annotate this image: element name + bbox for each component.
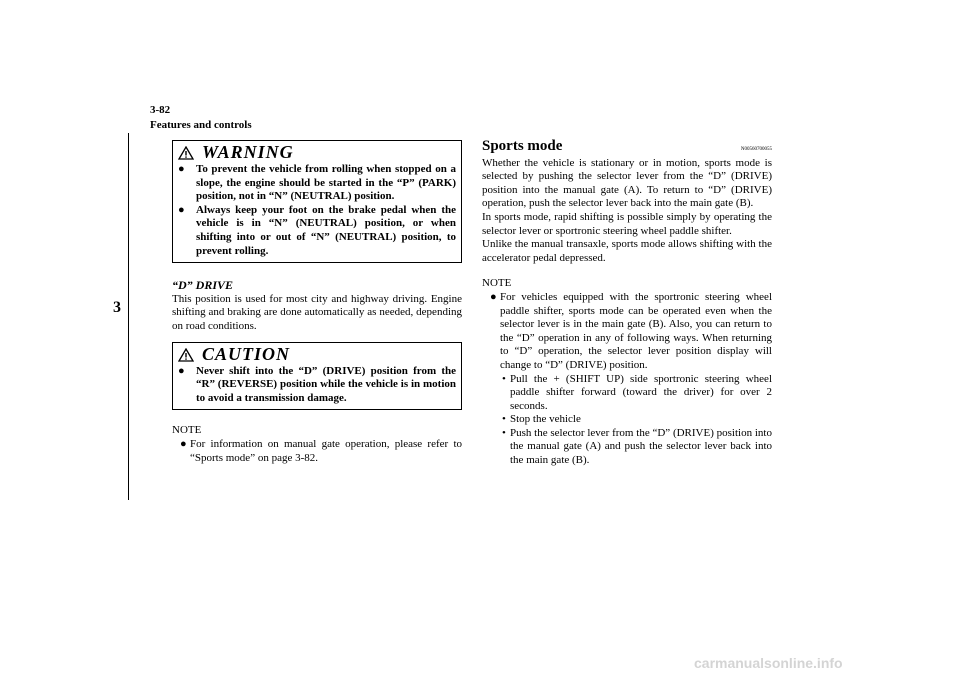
watermark: carmanualsonline.info	[694, 655, 843, 671]
note-label: NOTE	[172, 424, 202, 437]
section-code: N00560700055	[740, 147, 772, 152]
caution-title: CAUTION	[202, 343, 291, 364]
note-item-text: For vehicles equipped with the sportronic steering wheel paddle shifter, sports mode can be operated even when the selector lever is in the main gate (B). Also, you can return to the “D” operation in any of following ways. When returning to “D” operation, the selector lever position display will change to “D” (DRIVE) position.	[500, 290, 772, 371]
list-item	[502, 373, 772, 414]
bullet-icon: ●	[178, 364, 185, 377]
warning-box	[172, 140, 462, 263]
list-item	[502, 427, 772, 468]
sports-mode-heading	[482, 140, 772, 157]
drive-heading: “D” DRIVE	[172, 278, 234, 293]
drive-body: This position is used for most city and highway driving. Engine shifting and braking are done automatically as needed, depending on road conditions.	[172, 292, 462, 332]
list-item	[502, 413, 772, 427]
caution-triangle-icon	[178, 348, 194, 362]
caution-item	[178, 365, 456, 406]
note-right	[482, 277, 772, 467]
dot-icon: •	[502, 426, 506, 439]
list-item-text: Stop the vehicle	[510, 413, 581, 426]
note-label: NOTE	[482, 277, 512, 290]
bullet-icon: ●	[490, 290, 497, 303]
note-item	[172, 438, 462, 465]
list-item-text: Push the selector lever from the “D” (DRIVE) position into the manual gate (A) and push the selector lever back into the main gate (B).	[510, 426, 772, 467]
chapter-tab-line	[128, 133, 129, 500]
sports-paragraph: Whether the vehicle is stationary or in motion, sports mode is selected by pushing the selector lever from the “D” (DRIVE) position into the manual gate (A). To return to “D” (DRIVE) operation, push the selector lever back into the main gate (B).	[482, 156, 772, 210]
bullet-icon: ●	[178, 203, 185, 216]
bullet-icon: ●	[180, 437, 187, 450]
return-methods-list	[482, 373, 772, 468]
warning-item	[178, 204, 456, 258]
left-column	[172, 140, 462, 465]
dot-icon: •	[502, 413, 506, 426]
warning-triangle-icon	[178, 146, 194, 160]
caution-box	[172, 342, 462, 411]
note-item-text: For information on manual gate operation, please refer to “Sports mode” on page 3-82.	[190, 437, 462, 464]
warning-item	[178, 163, 456, 204]
page-number: 3-82	[150, 104, 171, 116]
note-item	[482, 291, 772, 373]
section-title: Features and controls	[150, 119, 252, 131]
dot-icon: •	[502, 372, 506, 385]
bullet-icon: ●	[178, 163, 185, 175]
note-left	[172, 424, 462, 465]
warning-item-text: Always keep your foot on the brake pedal when the vehicle is in “N” (NEUTRAL) position, or when shifting into or out of “N” (NEUTRAL) position, to prevent rolling.	[196, 203, 456, 257]
right-column	[482, 140, 772, 468]
sports-paragraph: In sports mode, rapid shifting is possible simply by operating the selector lever or sportronic steering wheel paddle shifter.	[482, 210, 772, 237]
sports-mode-title: Sports mode	[482, 138, 563, 154]
caution-header	[178, 345, 456, 365]
warning-title: WARNING	[202, 142, 294, 163]
list-item-text: Pull the + (SHIFT UP) side sportronic steering wheel paddle shifter forward (toward the driver) for over 2 seconds.	[510, 372, 772, 412]
warning-header	[178, 143, 456, 163]
caution-item-text: Never shift into the “D” (DRIVE) position from the “R” (REVERSE) position while the vehicle is in motion to avoid a transmission damage.	[196, 364, 456, 404]
warning-item-text: To prevent the vehicle from rolling when stopped on a slope, the engine should be started in the “P” (PARK) position, not in “N” (NEUTRAL) position.	[196, 163, 456, 203]
sports-paragraph: Unlike the manual transaxle, sports mode allows shifting with the accelerator pedal depressed.	[482, 238, 772, 264]
chapter-number: 3	[113, 299, 121, 316]
